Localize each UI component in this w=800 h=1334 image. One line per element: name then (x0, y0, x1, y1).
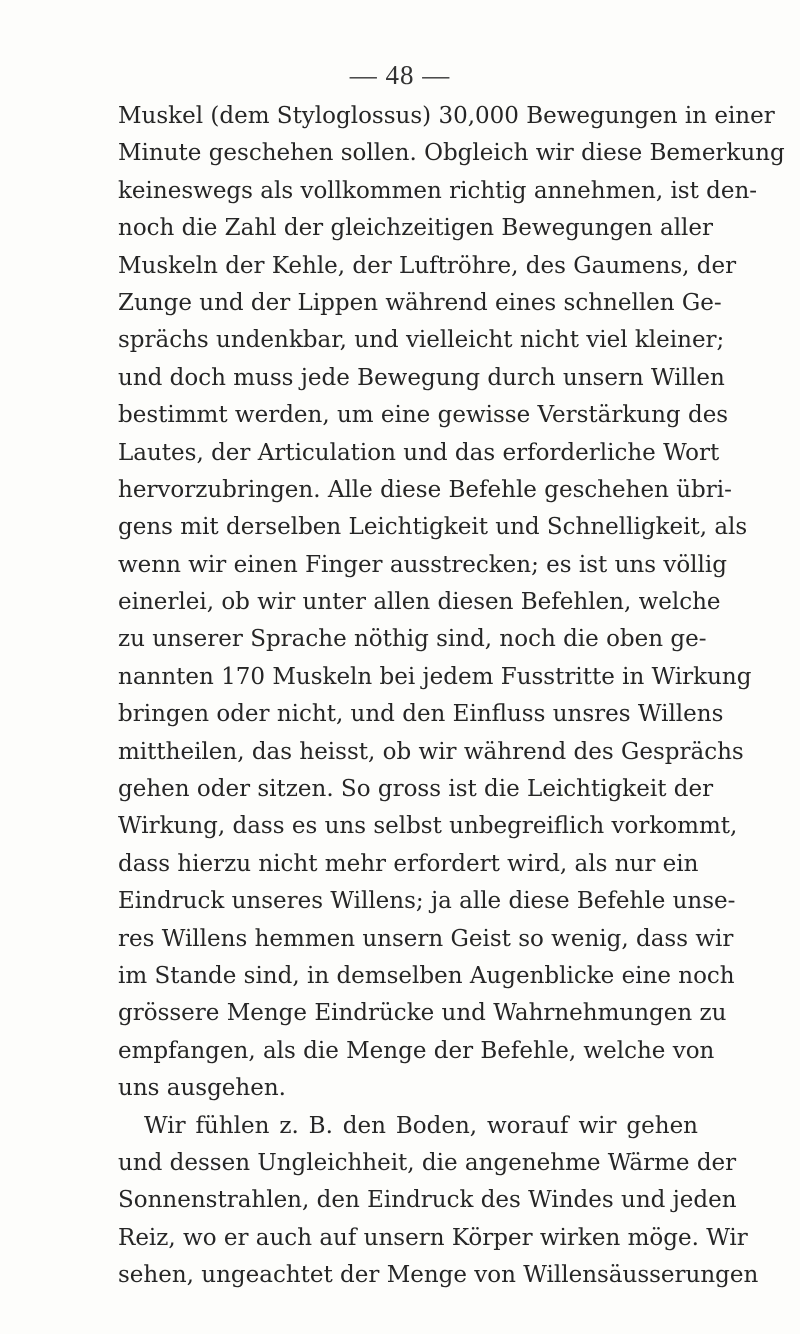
text-line: noch die Zahl der gleichzeitigen Bewegungen aller (118, 215, 714, 242)
text-line: Eindruck unseres Willens; ja alle diese Befehle unse- (118, 888, 736, 915)
text-line: dass hierzu nicht mehr erfordert wird, als nur ein (118, 850, 699, 877)
text-line: Sonnenstrahlen, den Eindruck des Windes und jeden (118, 1187, 737, 1214)
text-line: Muskel (dem Styloglossus) 30,000 Bewegungen in einer (118, 103, 775, 129)
text-line: grössere Menge Eindrücke und Wahrnehmungen zu (118, 1000, 727, 1027)
text-line: Zunge und der Lippen während eines schnellen Ge- (118, 289, 722, 316)
text-line: Muskeln der Kehle, der Luftröhre, des Gaumens, der (118, 252, 737, 279)
page-number-header: — 48 — (349, 60, 451, 90)
text-line: uns ausgehen. (118, 1075, 286, 1102)
text-line: sprächs undenkbar, und vielleicht nicht viel kleiner; (118, 327, 725, 354)
text-line: empfangen, als die Menge der Befehle, welche von (118, 1037, 715, 1064)
text-line: Lautes, der Articulation und das erforderliche Wort (118, 439, 720, 466)
text-line: bestimmt werden, um eine gewisse Verstärkung des (118, 402, 729, 429)
text-line: gens mit derselben Leichtigkeit und Schnelligkeit, als (118, 514, 748, 541)
text-line: bringen oder nicht, und den Einfluss unsres Willens (118, 701, 724, 728)
text-line: und dessen Ungleichheit, die angenehme Wärme der (118, 1149, 737, 1176)
text-line: sehen, ungeachtet der Menge von Willensäusserungen (118, 1262, 759, 1289)
text-line: res Willens hemmen unsern Geist so wenig, dass wir (118, 925, 734, 952)
text-line: Wir fühlen z. B. den Boden, worauf wir gehen (144, 1112, 698, 1139)
text-line: und doch muss jede Bewegung durch unsern Willen (118, 364, 725, 391)
body-text (118, 98, 785, 1295)
text-line: wenn wir einen Finger ausstrecken; es ist uns völlig (118, 551, 727, 578)
text-line: hervorzubringen. Alle diese Befehle geschehen übri- (118, 476, 732, 503)
text-line: Minute geschehen sollen. Obgleich wir diese Bemerkung (118, 140, 785, 167)
text-line: keineswegs als vollkommen richtig annehmen, ist den- (118, 177, 758, 204)
text-line: im Stande sind, in demselben Augenblicke eine noch (118, 962, 735, 989)
text-line: einerlei, ob wir unter allen diesen Befehlen, welche (118, 589, 721, 616)
text-line: nannten 170 Muskeln bei jedem Fusstritte in Wirkung (118, 663, 752, 690)
text-line: gehen oder sitzen. So gross ist die Leichtigkeit der (118, 776, 714, 803)
text-line: Wirkung, dass es uns selbst unbegreiflich vorkommt, (118, 813, 738, 840)
text-line: mittheilen, das heisst, ob wir während des Gesprächs (118, 738, 744, 765)
text-line: zu unserer Sprache nöthig sind, noch die oben ge- (118, 626, 707, 653)
text-line: Reiz, wo er auch auf unsern Körper wirken möge. Wir (118, 1224, 748, 1251)
